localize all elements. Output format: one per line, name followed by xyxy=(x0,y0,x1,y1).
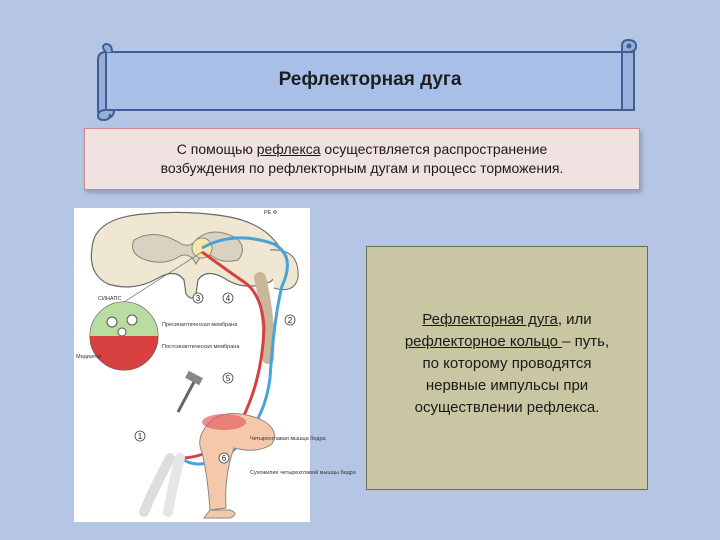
marker-6: 6 xyxy=(221,454,227,463)
intro-line2: возбуждения по рефлекторным дугам и процесс торможения. xyxy=(160,160,564,176)
title-scroll xyxy=(96,40,642,120)
reflex-arc-illustration xyxy=(74,208,356,522)
label-top-right: РЕ Ф xyxy=(264,210,278,216)
definition-box xyxy=(366,246,648,490)
label-muscle1: Четырехглавая мышца бедра xyxy=(250,436,326,442)
definition-sep1: , или xyxy=(557,311,592,328)
label-mediator: Медиатор xyxy=(76,354,102,360)
label-muscle2: Сухожилие четырехглавой мышцы бедра xyxy=(250,470,356,476)
intro-part2: осуществляется распространение xyxy=(320,141,548,157)
intro-box xyxy=(84,128,640,190)
definition-line3: по которому проводятся xyxy=(422,355,592,372)
term-reflex-arc[interactable]: Рефлекторная дуга xyxy=(422,311,558,328)
marker-3: 3 xyxy=(195,294,201,303)
label-membrane2: Постсинаптическая мембрана xyxy=(162,344,240,350)
definition-text xyxy=(405,309,609,419)
marker-1: 1 xyxy=(137,432,143,441)
marker-2: 2 xyxy=(287,316,293,325)
definition-sep2: – путь, xyxy=(562,333,610,350)
label-synapse: СИНАПС xyxy=(98,296,122,302)
definition-line4: нервные импульсы при xyxy=(425,377,589,394)
reflex-arc-diagram xyxy=(74,208,356,522)
slide-title: Рефлекторная дуга xyxy=(278,69,462,90)
marker-4: 4 xyxy=(225,294,231,303)
term-reflex-ring[interactable]: рефлекторное кольцо xyxy=(404,333,563,350)
reflex-link[interactable]: рефлекса xyxy=(256,141,321,157)
intro-text xyxy=(161,140,564,178)
definition-line5: осуществлении рефлекса. xyxy=(414,399,600,416)
label-membrane1: Пресинаптическая мембрана xyxy=(162,322,238,328)
intro-part1: С помощью xyxy=(176,141,257,157)
ganglion-shape xyxy=(192,238,212,258)
marker-5: 5 xyxy=(225,374,231,383)
